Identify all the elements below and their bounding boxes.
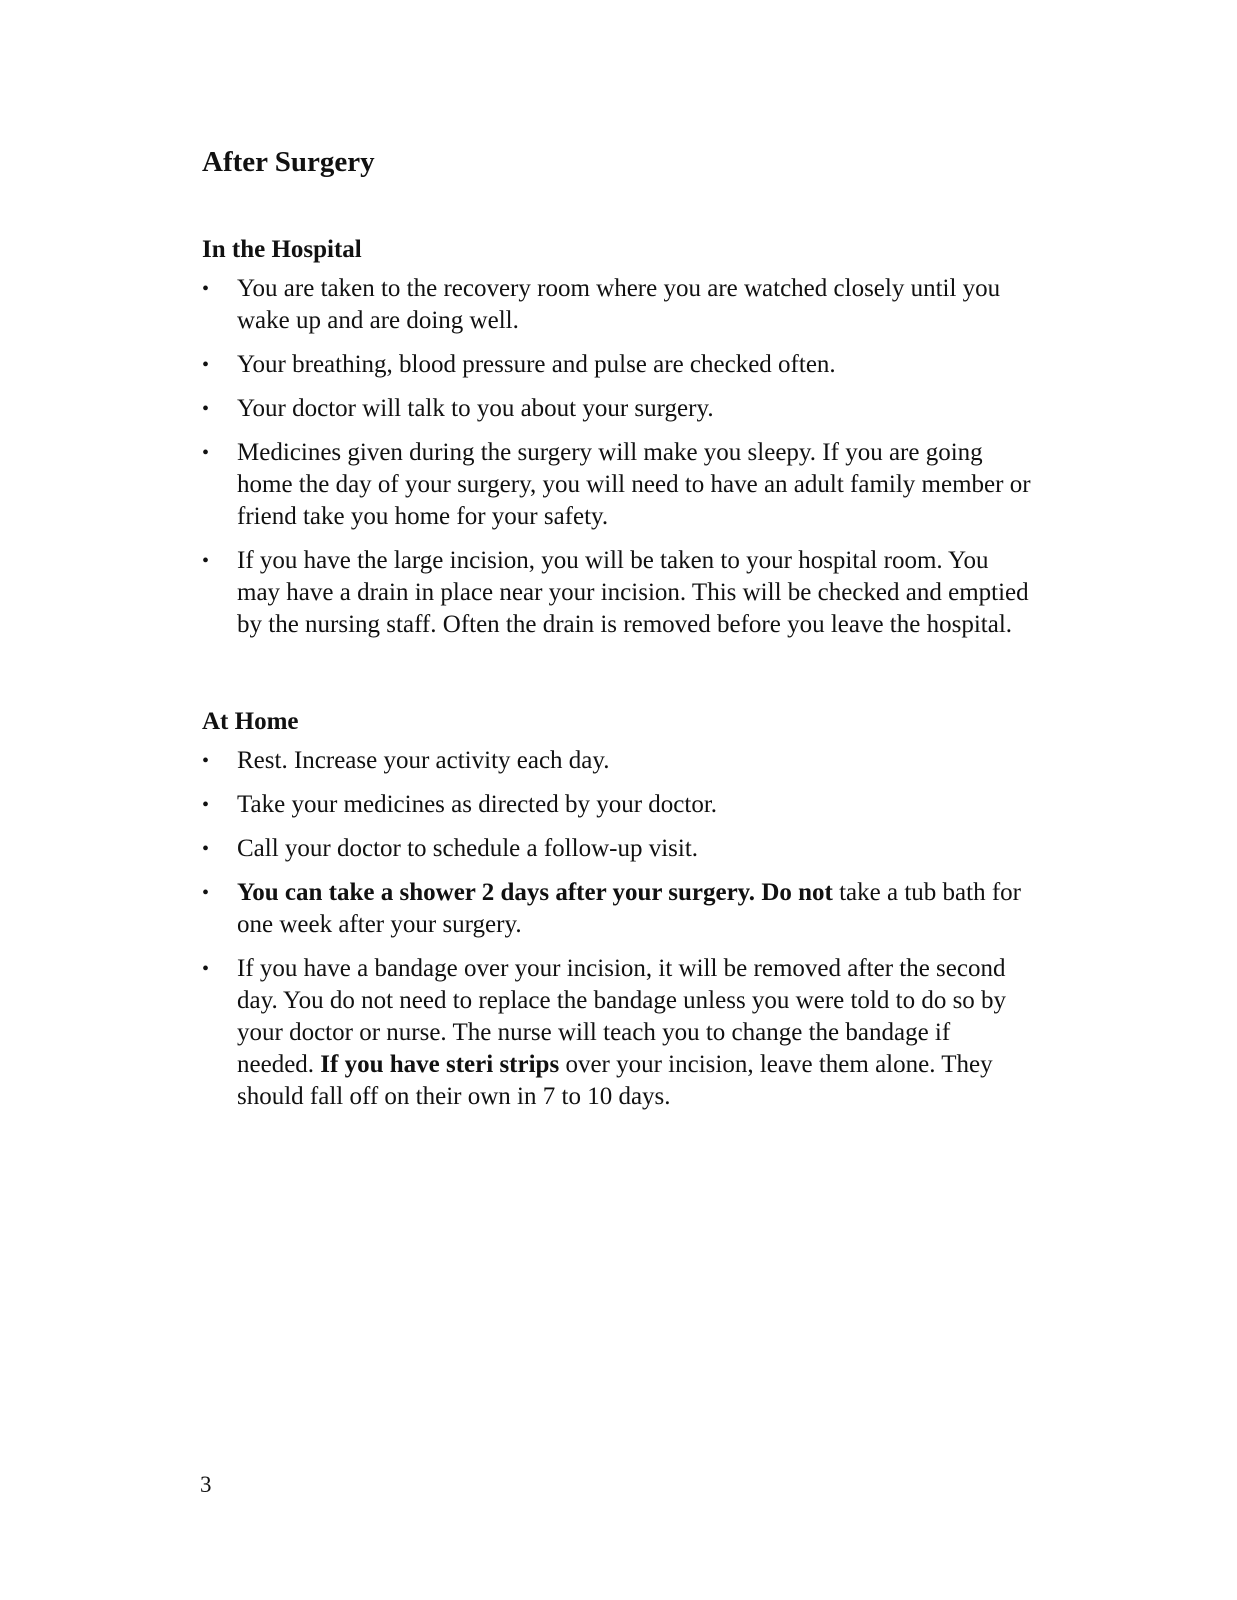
list-item <box>202 273 1032 337</box>
bullet-icon: • <box>202 354 210 376</box>
page-number: 3 <box>200 1472 212 1497</box>
bullet-icon: • <box>202 794 210 816</box>
section-heading-in-the-hospital: In the Hospital <box>202 236 362 263</box>
bullet-icon: • <box>202 750 210 772</box>
list-item-text: Medicines given during the surgery will make you sleepy. If you are going home the day of your surgery, you will need to have an adult family member or friend take you home for your safety. <box>237 439 1031 530</box>
list-item <box>202 437 1032 533</box>
list-item <box>202 953 1032 1113</box>
list-item-text: Your breathing, blood pressure and pulse are checked often. <box>237 351 836 378</box>
section-heading-at-home: At Home <box>202 708 299 735</box>
bullet-icon: • <box>202 398 210 420</box>
list-item-text: Call your doctor to schedule a follow-up visit. <box>237 835 699 862</box>
home-list <box>202 745 1032 1113</box>
hospital-list <box>202 273 1032 641</box>
list-item <box>202 349 1032 381</box>
list-item-text: Take your medicines as directed by your doctor. <box>237 791 718 818</box>
bullet-icon: • <box>202 958 210 980</box>
list-item-text: take a tub bath for one week after your surgery. <box>237 879 1021 938</box>
bullet-icon: • <box>202 278 210 300</box>
bullet-icon: • <box>202 442 210 464</box>
list-item <box>202 545 1032 641</box>
list-item <box>202 393 1032 425</box>
do-not-bold: Do not <box>761 879 833 906</box>
list-item <box>202 877 1032 941</box>
bullet-icon: • <box>202 838 210 860</box>
list-item-text: Your doctor will talk to you about your surgery. <box>237 395 714 422</box>
shower-instruction-bold: You can take a shower 2 days after your surgery. <box>237 879 756 906</box>
list-item-text: Rest. Increase your activity each day. <box>237 747 610 774</box>
list-item-text: You are taken to the recovery room where you are watched closely until you wake up and are doing well. <box>237 275 1001 334</box>
list-item-text: If you have a bandage over your incision, it will be removed after the second day. You do not need to replace the bandage unless you were told to do so by your doctor or nurse. The nurse will teach you to change the bandage if needed. <box>237 955 1007 1078</box>
list-item-text: over your incision, leave them alone. They should fall off on their own in 7 to 10 days. <box>237 1051 993 1110</box>
list-item <box>202 745 1032 777</box>
page-title: After Surgery <box>202 146 375 178</box>
list-item <box>202 833 1032 865</box>
steri-strips-bold: If you have steri strips <box>320 1051 560 1078</box>
bullet-icon: • <box>202 550 210 572</box>
list-item <box>202 789 1032 821</box>
bullet-icon: • <box>202 882 210 904</box>
list-item-text: If you have the large incision, you will be taken to your hospital room. You may have a drain in place near your incision. This will be checked and emptied by the nursing staff. Often the drain is removed before you leave the hospital. <box>237 547 1029 638</box>
page-content <box>202 142 1032 1125</box>
